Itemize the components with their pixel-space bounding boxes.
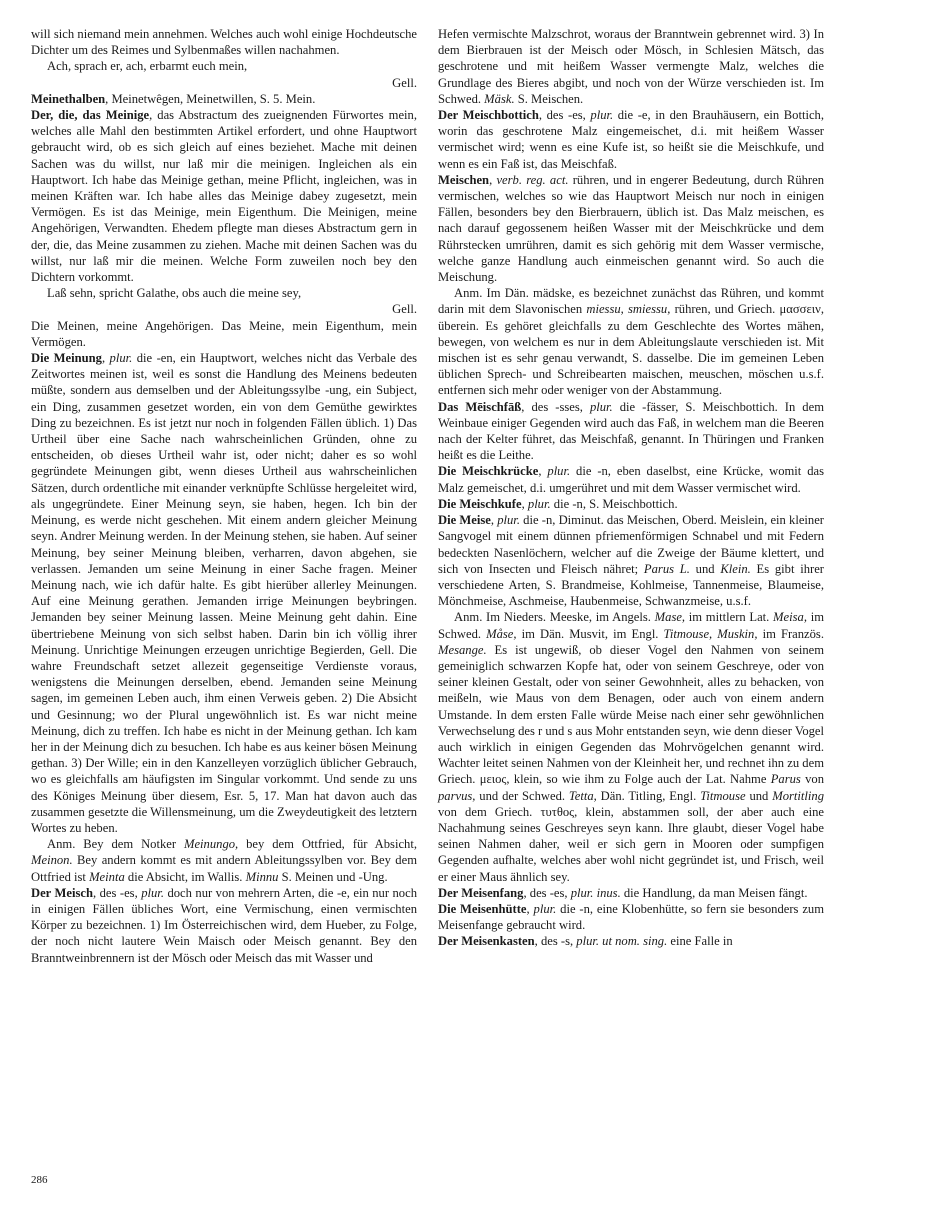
entry-headword: Der Meisch: [31, 885, 93, 900]
paragraph-continued: [438, 26, 824, 107]
entry-italic: Mäsk.: [484, 91, 515, 106]
note-text: von dem Griech. τυτθος, klein, abstammen soll, der aber auch eine Nachahmung seines Geschreyes seyn kann. Ihre glaubt, dieser Vogel habe seinen Nahmen daher, weil er sich gern in Mooren oder sumpfigen Gegenden aufhalte, welches aber wohl nicht gegründet ist, und Frisch, weil er einer Maus ähnlich sey.: [438, 804, 824, 884]
entry-text: eine Falle in: [667, 934, 733, 949]
entry-grammar: plur.: [527, 496, 551, 511]
note-italic: Meinon.: [31, 853, 73, 868]
entry-headword: Meinethalben: [31, 91, 106, 106]
entry-grammar: plur. inus.: [570, 885, 621, 900]
entry-meisch: [31, 885, 417, 966]
note-text: von: [800, 772, 824, 787]
entry-grammar: plur.: [589, 399, 613, 414]
note-italic: Parus: [770, 772, 801, 787]
note-italic: Meinungo,: [183, 837, 239, 852]
entry-grammar: verb. reg. act.: [496, 172, 569, 187]
note-text: und: [745, 788, 773, 803]
entry-grammar: plur.: [141, 885, 164, 900]
note-text: Es ist ungewiß, ob dieser Vogel den Nahmen von seinem gemeiniglich schwarzen Kopfe hat, oder von seinem Geschreye, oder von seiner kleinen Gestalt, oder von seiner Gewohnheit, alles zu behacken, von meißeln, wie Maus von dem Benagen, oder auch von einem andern Umstande. In dem ersten Falle würde Meise nach einer sehr gewöhnlichen Verwechselung des r und s aus Mohr entstanden seyn, wie denn dieser Vogel auch wirklich in einigen Gegenden das Mohrvögelchen genannt wird. Wachter leitet seinen Nahmen von der Kleinheit her, und rechnet ihn zu dem Griech. μειος, klein, so wie ihm zu Folge auch der Lat. Nahme: [438, 642, 825, 787]
entry-headword: Die Meise: [438, 513, 491, 528]
entry-text: S. Meischen.: [514, 91, 584, 106]
entry-meinige: [31, 107, 417, 285]
entry-meisenhuette: Die Meisenhütte, plur. die -n, eine Klobenhütte, so fern sie besonders zum Meisenfange gebraucht wird.: [438, 901, 824, 933]
entry-headword: Das Mēischfāß: [438, 399, 522, 414]
entry-text: , Meinetwêgen, Meinetwillen, S. 5. Mein.: [105, 91, 316, 106]
entry-meischfass: [438, 399, 824, 464]
note-text: und der Schwed.: [475, 788, 569, 803]
quote-line: Laß sehn, spricht Galathe, obs auch die meine sey,: [47, 286, 302, 301]
entry-grammar: plur.: [533, 901, 557, 916]
entry-text: und: [689, 561, 721, 576]
entry-headword: Meischen: [438, 172, 490, 187]
note-italic: Tetta,: [568, 788, 597, 803]
entry-headword: Die Meischkrücke: [438, 464, 539, 479]
entry-headword: Der Meisenfang: [438, 885, 524, 900]
note-italic: Mortitling: [772, 788, 824, 803]
entry-meisenkasten: [438, 933, 824, 949]
note-text: die Absicht, im Wallis.: [124, 869, 246, 884]
entry-meischbottich: [438, 107, 824, 172]
entry-text: die -fässer, S. Meischbottich. In dem Weinbaue einiger Gegenden wird auch das Faß, in welchem man die Beeren nach der Kelter führet, das Meischfaß, genannt. In Thüringen und Franken heißt es die Leithe.: [438, 399, 824, 463]
entry-text: Hefen vermischte Malzschrot, woraus der Branntwein gebrennet wird. 3) In dem Bierbrauen ist der Meisch oder Mösch, in Schlesien Mätsch, das geschrotene und mit heißem Wasser vermengte Malz, welches die Grundlage des Bieres abgibt, und noch von der Würze verschieden ist. Im Schwed.: [438, 27, 824, 106]
entry-text: Es gibt ihrer verschiedene Arten, S. Brandmeise, Kohlmeise, Tannenmeise, Blaumeise, Mönchmeise, Aschmeise, Haubenmeise, Schwanzmeise, u.s.f.: [438, 561, 824, 609]
note-italic: Titmouse, Muskin,: [663, 626, 758, 641]
entry-text: rühren, und in engerer Bedeutung, durch Rühren vermischen, welches so wie das Hauptwort Meisch nur noch in einigen Fällen, besonders bey den Bierbrauern, üblich ist. Das Malz meischen, es nach darauf gegossenem heißen Wasser mit der Meischkrücke und dem Rührstecken umrühren, damit es sich gehörig mit dem Wasser vermische, welche ganze Handlung auch einmeischen genannt wird. So auch die Meischung.: [438, 172, 825, 285]
entry-meise: Die Meise, plur. die -n, Diminut. das Meischen, Oberd. Meislein, ein kleiner Sangvogel mit einem dünnen pfriemenförmigen Schnabel und mit Federn bedeckten Nasenlöchern, welcher auf die Zweige der Bäume klettert, und sich von Insecten und Fleisch nähret; Parus L. und Klein. Es gibt ihrer verschiedene Arten, S. Brandmeise, Kohlmeise, Tannenmeise, Blaumeise, Mönchmeise, Aschmeise, Haubenmeise, Schwanzmeise, u.s.f.: [438, 513, 824, 609]
entry-text: die -e, in den Brauhäusern, ein Bottich, worin das geschrotene Malz eingemeischet, d.i. mit heißem Wasser vermischet wird; wenn es eine Kufe ist, so heißt sie die Meischkufe, und wenn es ein Faß ist, das Meischfaß.: [438, 108, 824, 171]
note-text: S. Meinen und -Ung.: [278, 869, 388, 884]
entry-text: , des -s,: [534, 934, 577, 949]
note-meinung: [31, 836, 417, 885]
entry-meisenfang: [438, 885, 824, 901]
entry-grammar: plur.: [547, 464, 571, 479]
note-text: im Dän. Musvit, im Engl.: [516, 626, 664, 641]
entry-text: , des -es,: [538, 108, 591, 123]
entry-headword: Der Meischbottich: [438, 108, 539, 123]
entry-headword: Die Meisenhütte: [438, 901, 527, 916]
entry-text: doch nur von mehrern Arten, die -e, ein nur noch in einigen Fällen übliches Wort, eine Vermischung, einen vermischten Körper zu bezeichnen. 1) Im Österreichischen wird, dem Hueber, zu Folge, der noch nicht lautere Wein Maisch oder Meisch genannt. Bey den Branntweinbrennern ist der Mösch oder Meisch das mit Wasser und: [31, 885, 417, 965]
note-meise: [438, 609, 824, 884]
note-text: bey dem Ottfried, für Absicht,: [238, 837, 417, 852]
left-column: [31, 26, 417, 966]
entry-meischkruecke: Die Meischkrücke, plur. die -n, eben daselbst, eine Krücke, womit das Malz gemeischet, d.i. umgerühret und mit dem Wasser vermischet wird.: [438, 464, 824, 495]
note-text: Anm. Im Dän. mädske, es bezeichnet zunächst das Rühren, und kommt darin mit dem Slavonischen: [438, 286, 824, 317]
note-italic: Minnu: [245, 869, 279, 884]
note-text: Anm. Im Nieders. Meeske, im Angels.: [454, 610, 655, 625]
note-text: im Schwed.: [438, 610, 824, 641]
note-text: rühren, und Griech. μασσειν, überein. Es gehöret gleichfalls zu dem Geschlechte des Wortes mähen, bewegen, von welchem es nur in dem Ableitungslaute verschieden ist. Mit mischen ist es sehr genau verwandt, S. dasselbe. Die im gemeinen Leben üblichen Sprech- und Schreibearten maischen, meuschen, möschen u.s.f. entfernen sich mehr oder weniger von der Abstammung.: [438, 302, 824, 398]
entry-text: die -n, Diminut. das Meischen, Oberd. Meislein, ein kleiner Sangvogel mit einem dünnen pfriemenförmigen Schnabel und mit Federn bedeckten Nasenlöchern, welcher auf die Zweige der Bäume klettert, und sich von Insecten und Fleisch nähret;: [438, 513, 824, 576]
paragraph-intro: will sich niemand mein annehmen. Welches auch wohl einige Hochdeutsche Dichter um des Reimes und Sylbenmaßes willen nachahmen.: [31, 27, 417, 58]
note-text: im Französ.: [757, 626, 824, 641]
note-text: im mittlern Lat.: [685, 610, 774, 625]
entry-headword: Die Meischkufe: [438, 496, 522, 511]
note-italic: Mase,: [654, 610, 686, 625]
entry-text: , das Abstractum des zueignenden Fürwortes mein, welches alle Mahl den bestimmten Artikel erfordert, und ohne Hauptwort gebraucht wird, ob es sich gleich auf eines beziehet. Mache mit deinen Sachen was du willst, nur laß mir die meinigen. Ingleichen als ein Hauptwort. Ich habe das Meinige gethan, meine Pflicht, ingleichen, was in meinen Kräften war. Ich habe alles das Meinige dabey zugesetzt, mein Vermögen. Es ist das Meinige, mein Eigenthum. Die Meinigen, meine Angehörigen, Verwandten. Ehedem pflegte man dieses Abstractum gern in der, die, das Meine zusammen zu ziehen. Mache mit deinen Sachen was du willst, nur laß mir die meinen. Welche Form zuweilen noch bey den Dichtern vorkommt.: [31, 108, 417, 285]
entry-text: die Handlung, da man Meisen fängt.: [620, 885, 808, 900]
note-italic: Måse,: [486, 626, 517, 641]
entry-meinung: Die Meinung, plur. die -en, ein Hauptwort, welches nicht das Verbale des Zeitwortes meinen ist, weil es sonst die Handlung des Meinens bedeuten müßte, sondern aus demselben und der Ableitungssylbe -ung, ein Subject, ein Ding, zusammen gesetzet worden, ein von dem Gemüthe gewirktes Ding zu bezeichnen. Es ist jetzt nur noch in folgenden Fällen üblich. 1) Das Urtheil über eine Sache nach wahrscheinlichen Gründen, ohne zu entscheiden, ob dieses Urtheil wahr ist, oder nicht; daher es so wohl gegründete Meinungen gibt, wenn dieses Urtheil aus wahrscheinlichen Sätzen, durch ordentliche mit einander verknüpfte Schlüsse hergeleitet wird, als ungegründete. Einer Meinung seyn, sie haben, hegen. Ich bin der Meinung, es werde nicht geschehen. Mit einem andern gleicher Meinung seyn. Andrer Meinung werden. In der Meinung stehen, sie haben. Auf seiner Meinung, bey seiner Meinung bleiben, verharren, davon abgehen, sie verlassen. Jemanden um seine Meinung in einer Sache fragen. Meiner Meinung nach, wie ich dafür halte. Es gibt hierüber allerley Meinungen. Auf eine Meinung gerathen. Jemanden irrige Meinungen beybringen. Jemanden bey seiner Meinung lassen. Meine Meinung geht dahin. Eine übertriebene Meinung von sich selbst haben. Darin bin ich völlig ihrer Meinung. Unrichtige Meinungen erzeugen unrichtige Begierden, Gell. Die wahre Freundschaft setzet allezeit gegenseitige Verdienste voraus, wenigstens die Meinungen derselben, ebend. Jemanden seine Meinung sagen, im gemeinen Leben auch, ihm einen Verweis geben. 2) Die Absicht und Gesinnung; wo der Plural ungewöhnlich ist. Es war nicht meine Meinung, dich zu treffen. Ich habe es nicht in der Meinung gethan. Ich kam her in der Meinung dich zu besuchen. Ich habe es aus keiner bösen Meinung gethan. 3) Der Wille; ein in den Kanzelleyen vorzüglich üblicher Gebrauch, wo es gleichfalls am häufigsten im Singular vorkommt. Und sende zu uns des Königes Meinung über diesem, Esr. 5, 17. Man hat davon auch das zusammen gesetzte die Willensmeinung, um die Zweydeutigkeit des letztern Wortes zu heben.: [31, 351, 417, 835]
note-text: Anm. Bey dem Notker: [47, 837, 184, 852]
entry-grammar: plur.: [497, 513, 520, 528]
note-text: Dän. Titling, Engl.: [596, 788, 701, 803]
quote-line: Ach, sprach er, ach, erbarmt euch mein,: [47, 59, 248, 74]
entry-italic: Parus L.: [643, 561, 690, 576]
entry-text: die -n, eine Klobenhütte, so fern sie besonders zum Meisenfange gebraucht wird.: [438, 901, 824, 933]
entry-text: die -en, ein Hauptwort, welches nicht das Verbale des Zeitwortes meinen ist, weil es sonst die Handlung des Meinens bedeuten müßte, sondern aus demselben und der Ableitungssylbe -ung, ein Subject, ein Ding, zusammen gesetzet worden, ein von dem Gemüthe gewirktes Ding zu bezeichnen. Es ist jetzt nur noch in folgenden Fällen üblich. 1) Das Urtheil über eine Sache nach wahrscheinlichen Gründen, ohne zu entscheiden, ob dieses Urtheil wahr ist, oder nicht; daher es so wohl gegründete Meinungen gibt, wenn dieses Urtheil aus wahrscheinlichen Sätzen, durch ordentliche mit einander verknüpfte Schlüsse hergeleitet wird, als ungegründete. Einer Meinung seyn, sie haben, hegen. Ich bin der Meinung, es werde nicht geschehen. Mit einem andern gleicher Meinung seyn. Andrer Meinung werden. In der Meinung stehen, sie haben. Auf seiner Meinung, bey seiner Meinung bleiben, verharren, davon abgehen, sie verlassen. Jemanden um seine Meinung in einer Sache fragen. Meiner Meinung nach, wie ich dafür halte. Es gibt hierüber allerley Meinungen. Auf eine Meinung gerathen. Jemanden irrige Meinungen beybringen. Jemanden bey seiner Meinung lassen. Meine Meinung geht dahin. Eine übertriebene Meinung von sich selbst haben. Darin bin ich völlig ihrer Meinung. Unrichtige Meinungen erzeugen unrichtige Begierden, Gell. Die wahre Freundschaft setzet allezeit gegenseitige Verdienste voraus, wenigstens die Meinungen derselben, ebend. Jemanden seine Meinung sagen, im gemeinen Leben auch, ihm einen Verweis geben. 2) Die Absicht und Gesinnung; wo der Plural ungewöhnlich ist. Es war nicht meine Meinung, dich zu treffen. Ich habe es nicht in der Meinung gethan. Ich kam her in der Meinung dich zu besuchen. Ich habe es aus keiner bösen Meinung gethan. 3) Der Wille; ein in den Kanzelleyen vorzüglich üblicher Gebrauch, wo es gleichfalls am häufigsten im Singular vorkommt. Und sende zu uns des Königes Meinung über diesem, Esr. 5, 17. Man hat davon auch das zusammen gesetzte die Willensmeinung, um die Zweydeutigkeit des letztern Wortes zu heben.: [31, 351, 417, 835]
note-italic: Mesange.: [438, 642, 487, 657]
entry-headword: Die Meinung: [31, 351, 102, 366]
entry-grammar: plur.: [590, 108, 614, 123]
entry-text: die -n, S. Meischbottich.: [550, 496, 678, 511]
entry-meinethalben: [31, 91, 417, 107]
entry-grammar: plur. ut nom. sing.: [576, 934, 668, 949]
note-italic: Titmouse: [700, 788, 746, 803]
note-italic: miessu, smiessu,: [586, 302, 671, 317]
entry-text: , des -sses,: [521, 399, 590, 414]
entry-headword: Der Meisenkasten: [438, 934, 535, 949]
entry-headword: Der, die, das Meinige: [31, 108, 150, 123]
note-meischen: [438, 285, 824, 398]
page-number: 286: [31, 1174, 48, 1186]
paragraph: Die Meinen, meine Angehörigen. Das Meine, mein Eigenthum, mein Vermögen.: [31, 318, 417, 349]
entry-text: die -n, eben daselbst, eine Krücke, womit das Malz gemeischet, d.i. umgerühret und mit dem Wasser vermischet wird.: [438, 464, 824, 495]
entry-meischkufe: Die Meischkufe, plur. die -n, S. Meischbottich.: [438, 496, 678, 511]
note-italic: Meisa,: [773, 610, 807, 625]
entry-meischen: Meischen, verb. reg. act. rühren, und in engerer Bedeutung, durch Rühren vermischen, welches so wie das Hauptwort Meisch nur noch in einigen Fällen, besonders bey den Bierbrauern, üblich ist. Das Malz meischen, es nach darauf gegossenem heißen Wasser mit der Meischkrücke und dem Rührstecken umrühren, damit es sich gehörig mit dem Wasser vermische, welche ganze Handlung auch einmeischen genannt wird. So auch die Meischung.: [438, 172, 825, 285]
right-column: [438, 26, 824, 950]
note-italic: Meinta: [89, 869, 125, 884]
quote-source: Gell.: [392, 75, 417, 90]
entry-italic: Klein.: [720, 561, 751, 576]
entry-text: , des -es,: [93, 885, 142, 900]
note-italic: parvus,: [438, 788, 476, 803]
note-text: Bey andern kommt es mit andern Ableitungssylben vor. Bey dem Ottfried ist: [31, 853, 417, 884]
entry-grammar: plur.: [109, 351, 133, 366]
quote-source: Gell.: [392, 302, 417, 317]
entry-text: , des -es,: [523, 885, 571, 900]
